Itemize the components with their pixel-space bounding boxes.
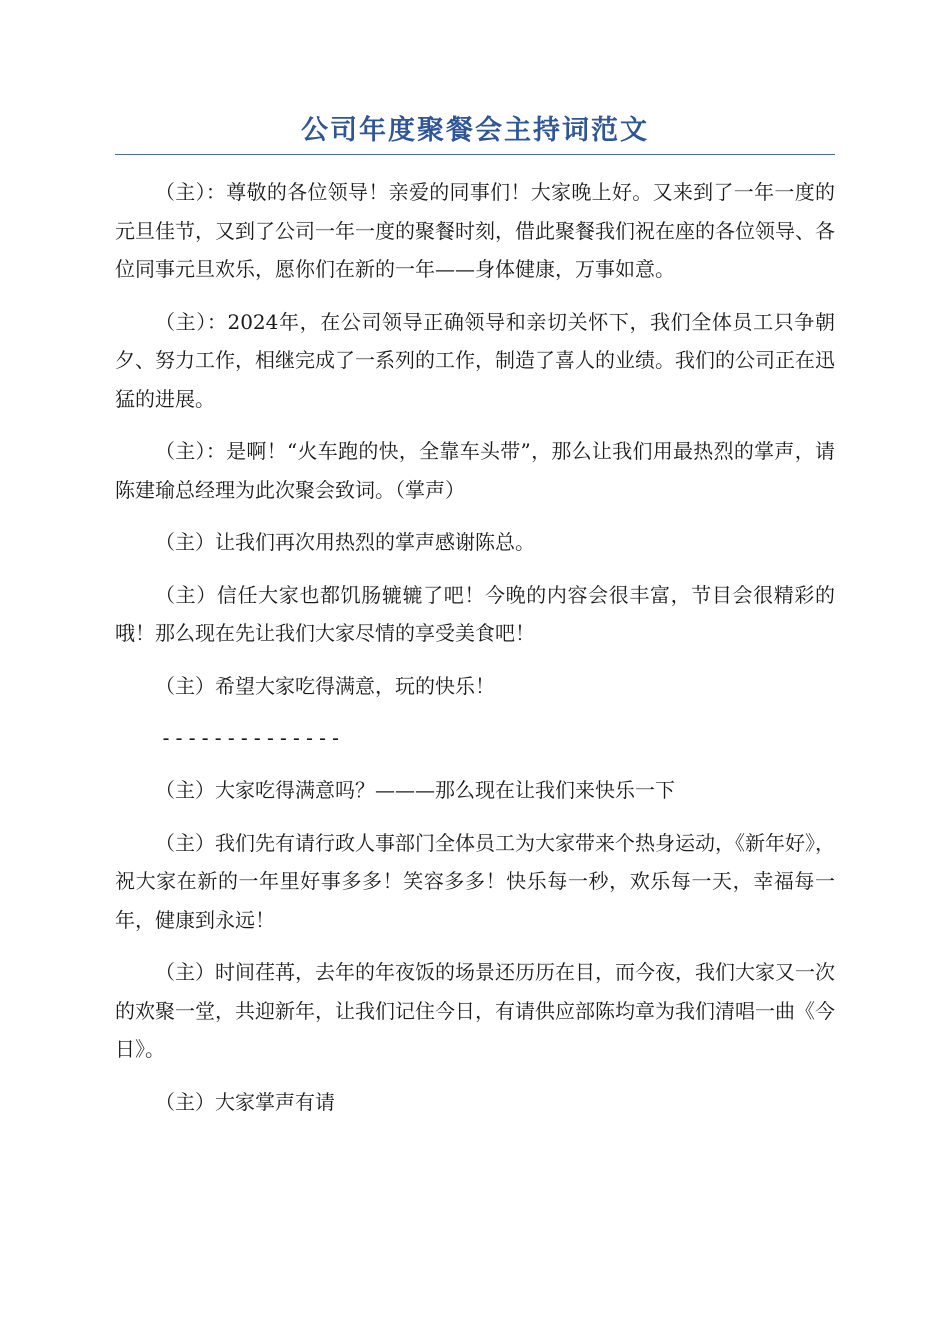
paragraph: （主）希望大家吃得满意，玩的快乐！ (155, 673, 495, 698)
title-underline (115, 154, 835, 155)
paragraph: （主）大家掌声有请 (155, 1089, 335, 1114)
document-title: 公司年度聚餐会主持词范文 (301, 115, 649, 146)
paragraph: （主）大家吃得满意吗？———那么现在让我们来快乐一下 (155, 778, 675, 802)
paragraph: （主）时间荏苒，去年的年夜饭的场景还历历在目，而今夜，我们大家又一次的欢聚一堂，共迎新年，让我们记住今日，有请供应部陈均章为我们清唱一曲《今日》。 (115, 960, 835, 1061)
paragraph: （主）：2024年，在公司领导正确领导和亲切关怀下，我们全体员工只争朝夕、努力工作，相继完成了一系列的工作，制造了喜人的业绩。我们的公司正在迅猛的进展。 (115, 309, 835, 411)
paragraph: （主）我们先有请行政人事部门全体员工为大家带来个热身运动，《新年好》，祝大家在新的一年里好事多多！笑容多多！快乐每一秒，欢乐每一天，幸福每一年，健康到永远！ (115, 830, 835, 932)
paragraph: （主）：尊敬的各位领导！亲爱的同事们！大家晚上好。又来到了一年一度的元旦佳节，又到了公司一年一度的聚餐时刻，借此聚餐我们祝在座的各位领导、各位同事元旦欢乐，愿你们在新的一年——身体健康，万事如意。 (115, 180, 835, 281)
document-page (115, 112, 835, 1135)
paragraph: （主）：是啊！“火车跑的快，全靠车头带”，那么让我们用最热烈的掌声，请陈建瑜总经理为此次聚会致词。（掌声） (115, 439, 835, 502)
section-divider: -------------- (160, 726, 343, 750)
paragraph: （主）让我们再次用热烈的掌声感谢陈总。 (155, 530, 535, 554)
paragraph: （主）信任大家也都饥肠辘辘了吧！今晚的内容会很丰富，节目会很精彩的哦！那么现在先让我们大家尽情的享受美食吧！ (115, 582, 835, 645)
